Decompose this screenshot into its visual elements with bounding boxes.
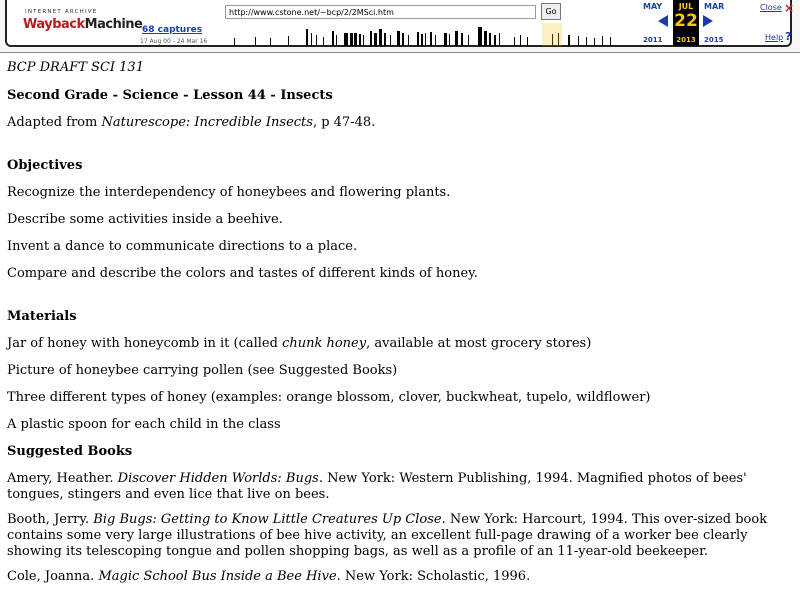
material-item: Picture of honeybee carrying pollen (see Suggested Books) xyxy=(7,363,398,378)
spark-bar xyxy=(430,32,432,46)
next-month-label[interactable]: MAR xyxy=(704,2,725,11)
spark-bar xyxy=(336,35,337,46)
spark-bar xyxy=(370,31,372,46)
draft-label: BCP DRAFT SCI 131 xyxy=(7,60,144,75)
spark-bar xyxy=(489,33,491,46)
book-author: Cole, Joanna. xyxy=(7,569,99,584)
spark-bar xyxy=(359,34,361,46)
books-heading: Suggested Books xyxy=(7,444,133,459)
page-content xyxy=(7,60,787,594)
adapted-from xyxy=(7,115,787,131)
mat1-prefix: Jar of honey with honeycomb in it (called xyxy=(7,336,283,351)
spark-bar xyxy=(311,33,312,46)
book-author: Booth, Jerry. xyxy=(7,512,94,527)
next-capture-arrow-icon[interactable] xyxy=(703,15,713,27)
adapted-prefix: Adapted from xyxy=(7,115,102,130)
material-item: A plastic spoon for each child in the class xyxy=(7,417,281,432)
book-entry xyxy=(7,471,787,503)
current-month-label: JUL xyxy=(678,2,694,11)
spark-bar xyxy=(234,38,235,46)
spark-bar xyxy=(455,31,458,46)
logo-main-1: Wayback xyxy=(23,17,85,32)
capture-sparkline[interactable] xyxy=(222,23,642,46)
book-title: Discover Hidden Worlds: Bugs xyxy=(117,471,319,486)
adapted-title: Naturescope: Incredible Insects xyxy=(101,115,313,130)
material-item: Three different types of honey (examples: orange blossom, clover, buckwheat, tupelo, wildflower) xyxy=(7,390,651,405)
objective-item: Describe some activities inside a beehive. xyxy=(7,212,283,227)
book-entry xyxy=(7,512,787,560)
help-icon[interactable]: ? xyxy=(785,30,792,43)
book-author: Amery, Heather. xyxy=(7,471,118,486)
spark-bar xyxy=(374,33,377,46)
spark-bar xyxy=(586,37,587,46)
spark-bar xyxy=(602,36,603,46)
spark-bar xyxy=(499,33,500,46)
wayback-toolbar xyxy=(0,0,800,53)
spark-bar xyxy=(594,38,595,46)
material-item xyxy=(7,336,787,352)
current-day-label: 22 xyxy=(674,11,698,31)
book-entry xyxy=(7,569,787,585)
previous-capture-arrow-icon[interactable] xyxy=(658,15,668,27)
objective-item: Invent a dance to communicate directions to a place. xyxy=(7,239,358,254)
prev-year-label[interactable]: 2011 xyxy=(643,36,663,44)
close-link[interactable]: Close xyxy=(760,3,782,12)
book-title: Big Bugs: Getting to Know Little Creatures Up Close xyxy=(93,512,442,527)
spark-bar xyxy=(402,33,404,46)
spark-bar xyxy=(350,33,353,46)
spark-bar xyxy=(425,33,426,46)
objective-item: Compare and describe the colors and tastes of different kinds of honey. xyxy=(7,266,478,281)
spark-bar xyxy=(332,31,334,46)
spark-bar xyxy=(449,34,450,46)
close-icon[interactable]: × xyxy=(784,1,795,15)
go-button[interactable]: Go xyxy=(541,3,561,20)
prev-month-label[interactable]: MAY xyxy=(643,2,663,11)
wayback-logo[interactable] xyxy=(19,4,143,44)
spark-current-year xyxy=(542,23,562,46)
logo-top-text: INTERNET ARCHIVE xyxy=(25,9,98,15)
spark-bar xyxy=(435,35,436,46)
mat1-suffix: , available at most grocery stores) xyxy=(366,336,592,351)
captures-link[interactable]: 68 captures xyxy=(142,25,203,35)
spark-bar xyxy=(408,35,409,46)
spark-bar xyxy=(316,35,317,46)
spark-bar xyxy=(288,36,289,46)
spacer xyxy=(7,142,787,158)
adapted-suffix: , p 47-48. xyxy=(312,115,376,130)
spark-bar xyxy=(494,35,496,46)
spark-bar xyxy=(527,37,528,46)
book-details: . New York: Western Publishing, 1994. Magnified photos of bees' tongues, stingers and even lice that live on bees. xyxy=(7,471,747,502)
spark-bar xyxy=(520,35,521,46)
spark-bar xyxy=(363,35,364,46)
logo-main-text xyxy=(23,17,142,32)
spark-bar xyxy=(484,31,487,46)
book-details: . New York: Harcourt, 1994. This over-sized book contains some very large illustrations of bee hive activity, an excellent full-page drawing of a worker bee clearly showing its telescoping tongue and pollen shopping bags, as well as a profile of an 11-year-old beekeeper. xyxy=(7,512,768,559)
url-input[interactable] xyxy=(225,5,536,19)
book-title: Magic School Bus Inside a Bee Hive xyxy=(98,569,337,584)
materials-heading: Materials xyxy=(7,309,77,324)
spark-bar xyxy=(568,35,570,46)
objectives-heading: Objectives xyxy=(7,158,83,173)
spark-bar xyxy=(610,37,611,46)
spark-bar xyxy=(306,29,308,46)
spark-bar xyxy=(578,36,579,46)
spark-bar xyxy=(478,27,482,46)
spark-bar xyxy=(255,37,256,46)
spark-bar xyxy=(379,29,382,46)
help-link[interactable]: Help xyxy=(765,33,784,42)
spark-bar xyxy=(461,33,463,46)
current-year-label: 2013 xyxy=(676,36,696,44)
next-year-label[interactable]: 2015 xyxy=(704,36,724,44)
spark-bar xyxy=(468,35,469,46)
mat1-italic: chunk honey xyxy=(282,336,367,351)
spark-bar xyxy=(354,33,357,46)
page-title: Second Grade - Science - Lesson 44 - Insects xyxy=(7,88,333,103)
spark-bar xyxy=(397,31,400,46)
book-details: . New York: Scholastic, 1996. xyxy=(336,569,531,584)
capture-date-range: 17 Aug 00 - 24 Mar 16 xyxy=(140,38,208,45)
spark-bar xyxy=(323,37,324,46)
spark-bar xyxy=(270,38,271,46)
spark-bar xyxy=(421,34,423,46)
logo-main-2: Machine xyxy=(84,17,143,32)
spark-bar xyxy=(384,33,386,46)
wayback-toolbar-frame xyxy=(5,0,795,47)
spark-bar xyxy=(390,35,391,46)
objective-item: Recognize the interdependency of honeybees and flowering plants. xyxy=(7,185,451,200)
spark-bar xyxy=(417,32,419,46)
spark-bar xyxy=(344,33,348,46)
spark-bar xyxy=(444,33,447,46)
spark-bar xyxy=(514,37,515,46)
spacer xyxy=(7,293,787,309)
